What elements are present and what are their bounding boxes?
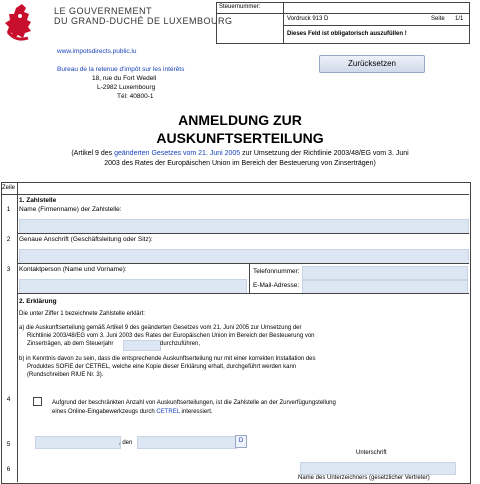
clause-a-line3: Zinserträgen, ab dem Steuerjahr	[27, 341, 114, 347]
tax-number-input[interactable]	[285, 3, 465, 12]
row-number: 4	[6, 396, 11, 403]
clause-a-line1: a) die Auskunftserteilung gemäß Artikel 9 des geänderten Gesetzes vom 21. Juni 2005 zur Umsetzung der	[19, 325, 302, 331]
row-number: 1	[6, 206, 11, 213]
section2-heading: 2. Erklärung	[19, 298, 57, 305]
email-label: E-Mail-Adresse:	[253, 282, 300, 289]
government-logo	[2, 2, 42, 46]
signer-label: Name des Unterzeichners (gesetzlicher Vertreter)	[298, 475, 430, 481]
row-number: 5	[6, 441, 11, 448]
page-label: Seite	[431, 16, 445, 22]
office-name: Bureau de la retenue d'impôt sur les intérêts	[57, 66, 185, 73]
row-column-header: Zeile	[2, 185, 16, 191]
title-subtitle: (Artikel 9 des geänderten Gesetzes vom 21. Juni 2005 zur Umsetzung der Richtlinie 2003/48/EG vom 3. Juni	[71, 150, 409, 157]
contact-input[interactable]	[19, 279, 247, 294]
gov-line1: LE GOUVERNEMENT	[54, 6, 153, 16]
clause-b-line2: Produktes SOFiE der CETREL, welche eine Kopie dieser Erklärung erhalt, durchgeführt werden kann	[27, 364, 297, 370]
phone-input[interactable]	[302, 266, 468, 280]
title-line2: AUSKUNFTSERTEILUNG	[156, 130, 324, 146]
clause-a-line2: Richtlinie 2003/48/EG vom 3. Juni 2003 des Rates der Europäischen Union im Bereich der Besteuerung von	[27, 333, 315, 339]
online-tool-checkbox[interactable]	[33, 397, 42, 406]
row-number: 3	[6, 266, 11, 273]
clause-b-line1: b) in Kenntnis davon zu sein, dass die entsprechende Auskunftserteilung nur mit einer korrekten Installation des	[19, 356, 316, 362]
address-input[interactable]	[19, 249, 469, 264]
email-input[interactable]	[302, 280, 468, 294]
law-link[interactable]: geänderten Gesetzes vom 21. Juni 2005	[114, 150, 241, 157]
address-label: Genaue Anschrift (Geschäftsleitung oder Sitz):	[19, 236, 153, 243]
name-label: Name (Firmenname) der Zahlstelle:	[19, 206, 122, 213]
row-number: 2	[6, 236, 11, 243]
red-lion-icon	[2, 2, 42, 46]
phone-label: Telefonnummer:	[253, 268, 300, 275]
section1-heading: 1. Zahlstelle	[19, 197, 57, 204]
checkbox-text-line1: Aufgrund der beschränkten Anzahl von Auskunftserteilungen, ist die Zahlstelle an der Zurverfügungstellung	[52, 400, 336, 406]
date-input[interactable]	[137, 436, 237, 449]
office-street: 18, rue du Fort Wedell	[92, 75, 157, 82]
office-city: L-2982 Luxembourg	[97, 84, 156, 91]
form-header-box	[216, 2, 470, 44]
place-input[interactable]	[35, 436, 121, 449]
date-picker-button[interactable]: D	[235, 435, 247, 448]
signer-name-input[interactable]	[300, 462, 456, 475]
cetrel-link[interactable]: CETREL	[156, 409, 180, 415]
title-subtitle-line2: 2003 des Rates der Europäischen Union im Bereich der Besteuerung von Zinserträgen)	[104, 160, 376, 167]
name-input[interactable]	[19, 219, 469, 234]
date-separator: , den	[119, 440, 133, 446]
tax-year-input[interactable]	[123, 340, 161, 351]
title-line1: ANMELDUNG ZUR	[178, 112, 302, 128]
checkbox-text-line2: eines Online-Eingabewerkzeugs durch CETREL interessiert.	[52, 409, 213, 415]
row-number: 6	[6, 466, 11, 473]
website-link[interactable]: www.impotsdirects.public.lu	[57, 48, 137, 55]
contact-label: Kontaktperson (Name und Vorname):	[19, 266, 127, 273]
declaration-intro: Die unter Ziffer 1 bezeichnete Zahlstelle erklärt:	[19, 311, 145, 317]
clause-b-line3: (Rundschreiben RIUE Nr. 3).	[27, 372, 104, 378]
form-code: Vordruck 913 D	[287, 16, 329, 22]
clause-a-line3-end: durchzuführen,	[160, 341, 201, 347]
office-phone: Tél: 40800-1	[117, 93, 154, 100]
page-value: 1/1	[455, 16, 464, 22]
tax-number-label: Steuernummer:	[219, 4, 261, 10]
mandatory-note: Dieses Feld ist obligatorisch auszufüllen !	[287, 31, 407, 37]
gov-line2: DU GRAND-DUCHÉ DE LUXEMBOURG	[54, 16, 233, 26]
signature-label: Unterschrift	[356, 450, 387, 456]
reset-button[interactable]: Zurücksetzen	[319, 55, 425, 73]
